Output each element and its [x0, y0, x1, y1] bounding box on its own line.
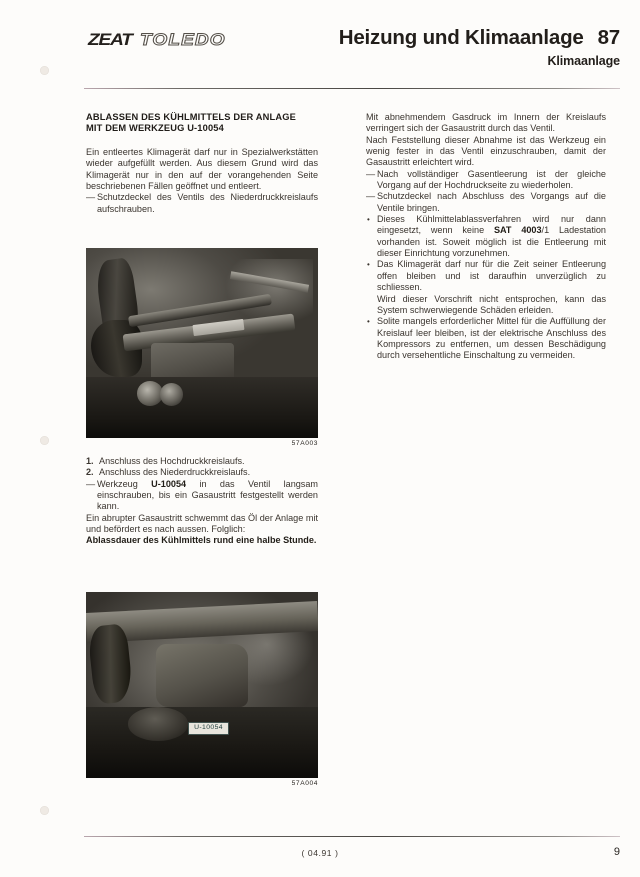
right-dash-marker-1: —: [366, 168, 376, 179]
right-dash-item-2: [366, 191, 606, 214]
bullet-1-post: /1 Ladestation vorhanden ist. Soweit möglich ist die Entleerung mit dieser Einrichtung vorzunehmen.: [377, 225, 606, 259]
figure-2-tool-callout: U-10054: [188, 722, 229, 735]
bullet-2-extra-note: Wird dieser Vorschrift nicht entsprochen, kann das System schwerwiegende Schäden erleiden.: [377, 293, 606, 315]
photo-port-2: [160, 383, 183, 406]
dash-marker: —: [86, 192, 96, 203]
photo2-shadow-area: [86, 707, 318, 778]
bullet-item-2: [366, 259, 606, 293]
punch-hole-top: [40, 66, 49, 75]
numbered-item-2-marker: 2.: [86, 467, 94, 478]
header-title-block: [339, 26, 620, 68]
bullet-marker-1: •: [367, 215, 370, 225]
right-paragraph-2: Nach Feststellung dieser Abnahme ist das Werkzeug ein wenig fester in das Ventil einzuschrauben, damit der Gasaustritt erleichtert wird.: [366, 134, 606, 168]
numbered-item-2: [86, 467, 318, 478]
numbered-item-1: [86, 456, 318, 467]
drain-duration-note: Ablassdauer des Kühlmittels rund eine halbe Stunde.: [86, 535, 317, 546]
dash-item-text: Schutzdeckel des Ventils des Niederdruckkreislaufs aufschrauben.: [97, 192, 318, 214]
numbered-item-1-text: Anschluss des Hochdruckkreislaufs.: [99, 456, 245, 466]
figure-2-image: [86, 592, 318, 778]
bullet-3-text: Solite mangels erforderlicher Mittel für die Auffüllung der Kreislauf leer bleiben, ist der elektrische Anschluss des Kompressors zu entfernen, um dessen Beschädigung durch versehentliche Einschaltung zu vermeiden.: [377, 316, 606, 361]
figure-1-image: [86, 248, 318, 438]
right-dash-item-1-text: Nach vollständiger Gasentleerung ist der gleiche Vorgang auf der Hochdruckseite zu wiederholen.: [377, 168, 606, 191]
figure-tool-installed-photo: [86, 592, 318, 778]
tool-instruction-post: in das Ventil langsam einschrauben, bis ein Gasaustritt festgestellt werden kann.: [97, 478, 318, 512]
bullet-marker-3: •: [367, 317, 370, 327]
figure-engine-bay-photo: [86, 248, 318, 438]
chapter-number: 87: [597, 26, 620, 49]
footer-page-number: 9: [613, 846, 620, 858]
photo-highlight: [225, 259, 313, 324]
section-heading: [86, 112, 318, 135]
section-heading-line1: ABLASSEN DES KÜHLMITTELS DER ANLAGE: [86, 112, 296, 122]
bullet-2-text: Das Klimagerät darf nur für die Zeit seiner Entleerung offen bleiben und ist daraufhin unverzüglich zu schliessen.: [377, 259, 606, 293]
footer-divider: [84, 836, 620, 837]
figure-1-caption: 57A003: [291, 440, 318, 447]
bullet-1-pre: Dieses Kühlmittelablassverfahren wird nur dann eingesetzt, wenn keine: [377, 214, 606, 236]
footer-date: ( 04.91 ): [301, 848, 339, 858]
dash-marker-2: —: [86, 478, 96, 489]
brand-name-primary: ZEAT: [88, 30, 132, 49]
photo-port-1: [137, 381, 163, 406]
header-divider: [84, 88, 620, 89]
tool-instruction-pre: Werkzeug: [97, 478, 152, 489]
dash-item-valve-cap: [86, 192, 318, 215]
punch-hole-bottom: [40, 806, 49, 815]
figure-2-caption: 57A004: [291, 780, 318, 787]
photo2-disc: [128, 707, 188, 740]
bullet-item-3: [366, 316, 606, 361]
right-paragraph-1: Mit abnehmendem Gasdruck im Innern der Kreislaufs verringert sich der Gasaustritt durch das Ventil.: [366, 112, 606, 134]
right-dash-marker-2: —: [366, 191, 376, 202]
left-column-continued: [86, 456, 318, 547]
numbered-item-1-marker: 1.: [86, 456, 94, 466]
photo2-component-body: [156, 644, 249, 707]
bullet-item-1: [366, 214, 606, 259]
dash-item-tool-instruction: [86, 479, 318, 513]
closing-paragraph: Ein abrupter Gasaustritt schwemmt das Öl der Anlage mit und befördert es nach aussen. Folglich:: [86, 512, 318, 535]
numbered-item-2-text: Anschluss des Niederdruckkreislaufs.: [99, 467, 251, 478]
right-dash-item-1: [366, 169, 606, 192]
page-subtitle: Klimaanlage: [547, 54, 620, 68]
page-header: [84, 26, 620, 84]
station-code: SAT 4003: [493, 225, 542, 236]
punch-hole-middle: [40, 436, 49, 445]
page-title-text: Heizung und Klimaanlage: [338, 26, 584, 49]
left-column: [86, 112, 318, 215]
page-title: [339, 26, 620, 50]
right-column: [366, 112, 606, 362]
section-heading-line2: MIT DEM WERKZEUG U-10054: [86, 123, 224, 134]
bullet-marker-2: •: [367, 260, 370, 270]
tool-code: U-10054: [151, 478, 187, 489]
photo-shadow-area: [86, 377, 318, 438]
brand-name-secondary: TOLEDO: [140, 30, 226, 49]
brand-logo: [88, 30, 226, 50]
intro-paragraph: Ein entleertes Klimagerät darf nur in Spezialwerkstätten wieder aufgefüllt werden. Aus diesem Grund wird das Klimagerät nur in den auf der vorangehenden Seite beschriebenen Fällen geöffnet und entleert.: [86, 146, 318, 191]
right-dash-item-2-text: Schutzdeckel nach Abschluss des Vorgangs auf die Ventile bringen.: [377, 191, 606, 213]
